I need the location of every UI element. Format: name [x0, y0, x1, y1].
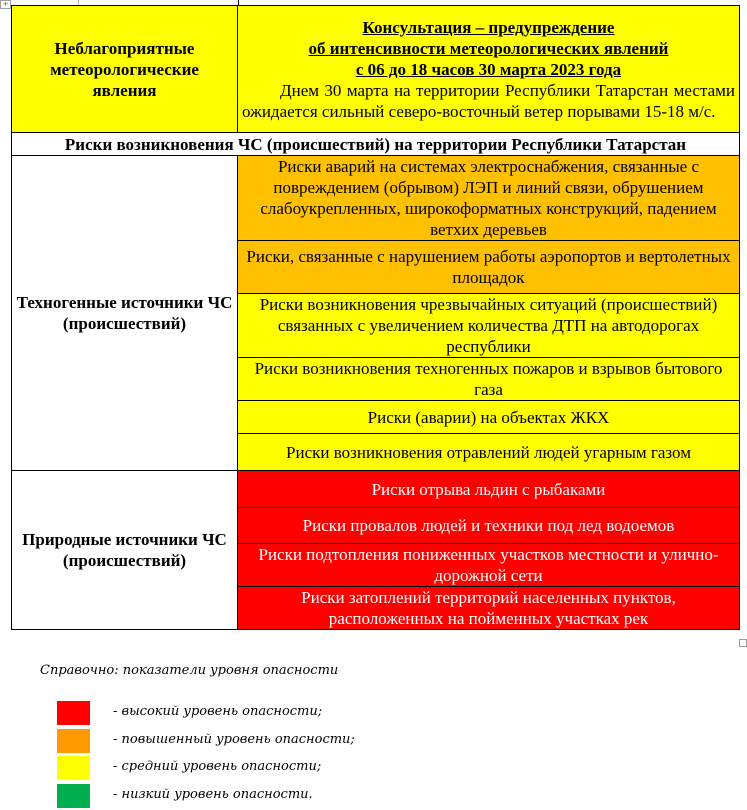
- risk-table: [11, 5, 740, 630]
- table-resize-handle[interactable]: [739, 639, 747, 647]
- risk-item: Риски возникновения отравлений людей угарным газом: [238, 434, 740, 471]
- legend-label: - средний уровень опасности;: [113, 759, 322, 774]
- legend-label: - низкий уровень опасности.: [113, 787, 313, 802]
- legend-title: Справочно: показатели уровня опасности: [40, 663, 339, 678]
- risk-item: Риски отрыва льдин с рыбаками: [238, 471, 740, 508]
- legend-swatch-yellow: [57, 756, 90, 780]
- group-label-natural: Природные источники ЧС (происшествий): [12, 471, 238, 630]
- risk-item: Риски возникновения чрезвычайных ситуаций (происшествий) связанных с увеличением количества ДТП на автодорогах республики: [238, 294, 740, 358]
- risk-item: Риски подтопления пониженных участков местности и улично-дорожной сети: [238, 544, 740, 587]
- risk-row: [12, 471, 740, 508]
- legend-label: - высокий уровень опасности;: [113, 704, 323, 719]
- table-move-handle-icon[interactable]: +: [0, 0, 11, 9]
- section-title: Риски возникновения ЧС (происшествий) на территории Республики Татарстан: [12, 133, 740, 156]
- header-row: [12, 6, 740, 133]
- warning-body: Днем 30 марта на территории Республики Татарстан местами ожидается сильный северо-восточный ветер порывами 15-18 м/с.: [242, 80, 735, 121]
- group-label-technogenic: Техногенные источники ЧС (происшествий): [12, 156, 238, 471]
- warning-cell: [238, 6, 740, 133]
- risk-item: Риски, связанные с нарушением работы аэропортов и вертолетных площадок: [238, 241, 740, 294]
- risk-item: Риски затоплений территорий населенных пунктов, расположенных на пойменных участках рек: [238, 587, 740, 630]
- legend-swatch-green: [57, 784, 90, 808]
- legend-swatch-red: [57, 701, 90, 725]
- risk-row: [12, 156, 740, 241]
- hazard-phenomena-label: Неблагоприятные метеорологические явления: [12, 6, 238, 133]
- legend-swatch-orange: [57, 729, 90, 753]
- risk-item: Риски (аварии) на объектах ЖКХ: [238, 401, 740, 434]
- legend-label: - повышенный уровень опасности;: [113, 732, 355, 747]
- warning-title-line-3: с 06 до 18 часов 30 марта 2023 года: [355, 59, 622, 79]
- warning-title-line-1: Консультация – предупреждение: [362, 17, 615, 37]
- risk-item: Риски аварий на системах электроснабжения, связанные с повреждением (обрывом) ЛЭП и линий связи, обрушением слабоукрепленных, широкоформатных конструкций, падением ветхих деревьев: [238, 156, 740, 241]
- warning-title-line-2: об интенсивности метеорологических явлений: [308, 38, 669, 58]
- risk-item: Риски возникновения техногенных пожаров и взрывов бытового газа: [238, 358, 740, 401]
- danger-level-legend: [0, 655, 747, 810]
- section-title-row: [12, 133, 740, 156]
- risk-item: Риски провалов людей и техники под лед водоемов: [238, 508, 740, 544]
